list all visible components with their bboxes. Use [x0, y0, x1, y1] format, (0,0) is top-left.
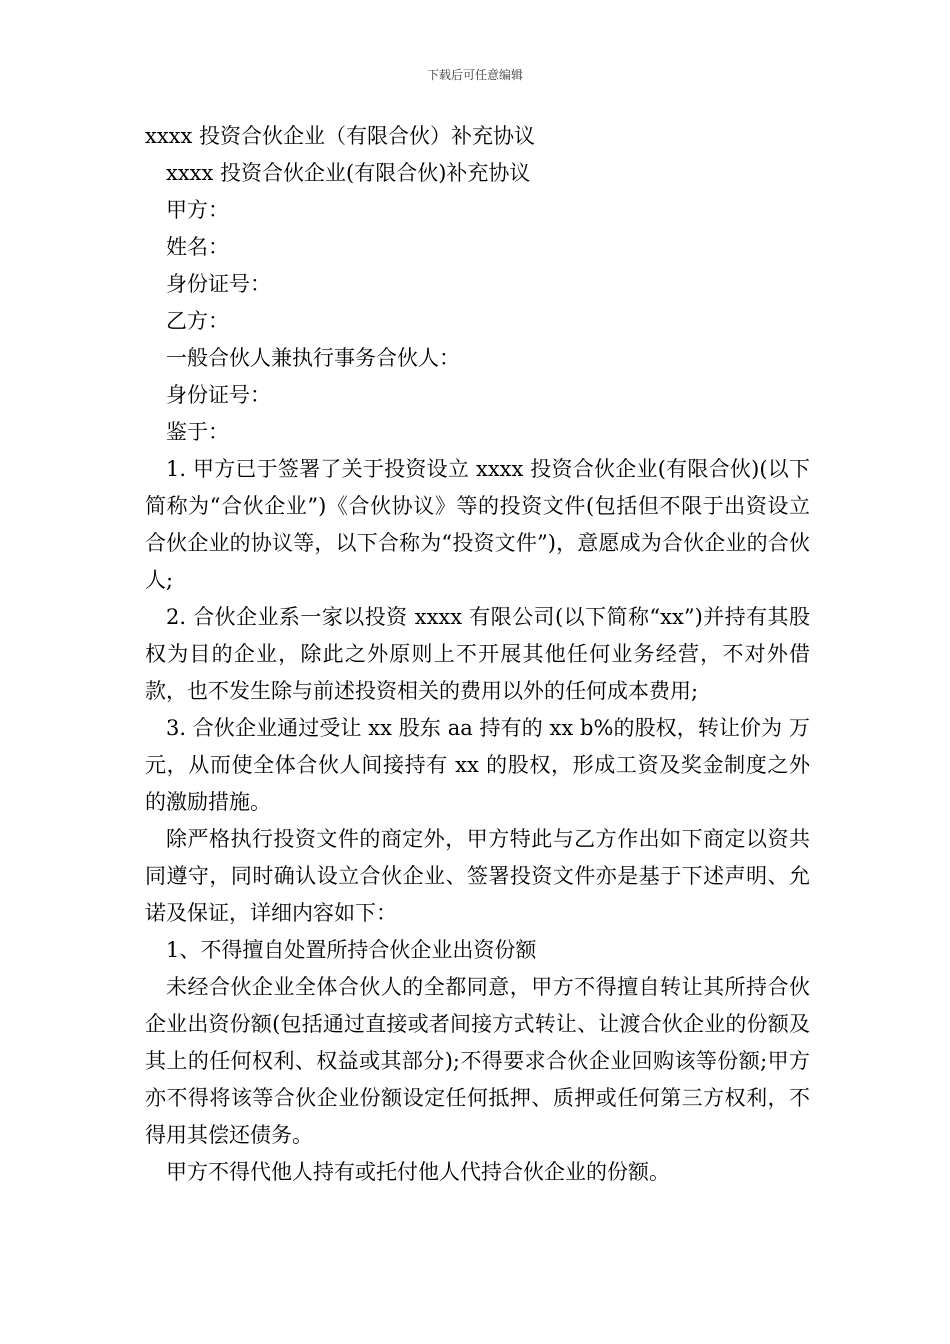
section-1-paragraph-2: 甲方不得代他人持有或托付他人代持合伙企业的份额。: [166, 1160, 670, 1184]
header-note: 下载后可任意编辑: [426, 68, 523, 82]
recital-3: 3. 合伙企业通过受让 xx 股东 aa 持有的 xx b%的股权，转让价为 万元，从而使全体合伙人间接持有 xx 的股权，形成工资及奖金制度之外的激励措施。: [145, 716, 810, 814]
document-body: [145, 118, 810, 1191]
section-1-paragraph-1: 未经合伙企业全体合伙人的全都同意，甲方不得擅自转让其所持合伙企业出资份额(包括通过直接或者间接方式转让、让渡合伙企业的份额及其上的任何权利、权益或其部分);不得要求合伙企业回购该等份额;甲方亦不得将该等合伙企业份额设定任何抵押、质押或任何第三方权利，不得用其偿还债务。: [145, 975, 810, 1147]
party-a-label: 甲方：: [166, 198, 229, 222]
recital-1: 1. 甲方已于签署了关于投资设立 xxxx 投资合伙企业(有限合伙)(以下简称为“合伙企业”)《合伙协议》等的投资文件(包括但不限于出资设立合伙企业的协议等，以下合称为“投资文件”)，意愿成为合伙企业的合伙人;: [145, 457, 810, 592]
general-partner-label: 一般合伙人兼执行事务合伙人：: [166, 346, 460, 370]
name-label: 姓名：: [166, 235, 229, 259]
document-subtitle: xxxx 投资合伙企业(有限合伙)补充协议: [166, 161, 531, 185]
recital-2: 2. 合伙企业系一家以投资 xxxx 有限公司(以下简称“xx”)并持有其股权为目的企业，除此之外原则上不开展其他任何业务经营，不对外借款，也不发生除与前述投资相关的费用以外的任何成本费用;: [145, 605, 810, 703]
party-b-label: 乙方：: [166, 309, 229, 333]
agreement-intro: 除严格执行投资文件的商定外，甲方特此与乙方作出如下商定以资共同遵守，同时确认设立合伙企业、签署投资文件亦是基于下述声明、允诺及保证，详细内容如下：: [145, 827, 810, 925]
section-1-heading: 1、不得擅自处置所持合伙企业出资份额: [166, 938, 537, 962]
document-title: xxxx 投资合伙企业（有限合伙）补充协议: [145, 124, 536, 148]
id-number-label-b: 身份证号：: [166, 383, 271, 407]
whereas-label: 鉴于：: [166, 420, 229, 444]
id-number-label-a: 身份证号：: [166, 272, 271, 296]
